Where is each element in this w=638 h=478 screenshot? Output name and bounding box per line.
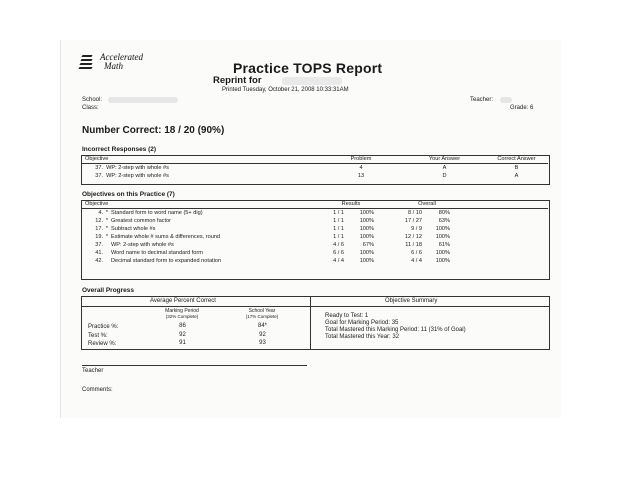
teacher-label: Teacher: xyxy=(470,97,494,103)
col-results: Results xyxy=(313,200,389,209)
objective-number: 12. xyxy=(95,218,103,224)
printed-date: Printed Tuesday, October 21, 2008 10:33:31AM xyxy=(222,87,349,93)
school-year-label: School Year xyxy=(248,308,276,314)
marking-values xyxy=(170,322,195,348)
results-percent: 100% xyxy=(359,234,374,240)
overall-count: 17 / 27 xyxy=(404,218,422,224)
objective-number: 4. xyxy=(98,210,103,216)
your-answer-cell: D xyxy=(442,173,447,179)
objectives-body xyxy=(82,209,548,266)
problem-cell: 13 xyxy=(357,173,365,179)
avg-percent-heading: Average Percent Correct xyxy=(150,298,216,304)
redacted-student-name xyxy=(282,77,342,85)
results-count: 4 / 6 xyxy=(333,242,344,248)
results-count: 1 / 1 xyxy=(333,234,344,240)
school-year-complete: (17% Complete) xyxy=(245,314,279,319)
objective-cell xyxy=(82,164,318,173)
incorrect-heading: Incorrect Responses (2) xyxy=(82,146,157,153)
school-label: School: xyxy=(82,97,103,103)
objective-number: 42. xyxy=(95,258,103,264)
progress-heading: Overall Progress xyxy=(82,287,135,294)
results-percent: 100% xyxy=(359,258,374,264)
overall-cell xyxy=(389,249,465,257)
objective-cell xyxy=(82,241,313,249)
objective-cell xyxy=(82,225,313,233)
table-row xyxy=(82,172,548,180)
practiced-mark: * xyxy=(105,210,109,216)
practiced-mark: * xyxy=(105,226,109,232)
objectives-heading: Objectives on this Practice (7) xyxy=(82,191,175,198)
practice-marking: 86 xyxy=(179,323,186,329)
grade-label: Grade: 6 xyxy=(510,105,534,111)
teacher-signature-line xyxy=(82,365,307,366)
overall-cell xyxy=(389,217,465,225)
results-count: 4 / 4 xyxy=(333,258,344,264)
your-answer-cell: A xyxy=(442,165,447,171)
results-cell xyxy=(313,241,389,249)
test-marking: 92 xyxy=(179,331,186,338)
objective-name: Word name to decimal standard form xyxy=(111,250,203,256)
objective-name: WP: 2-step with whole #s xyxy=(111,242,174,248)
overall-count: 12 / 12 xyxy=(404,234,422,240)
objective-name: Subtract whole #s xyxy=(111,226,156,232)
objectives-header-row xyxy=(82,200,548,209)
objective-cell xyxy=(82,249,313,257)
objective-cell xyxy=(82,257,313,265)
review-year: 93 xyxy=(259,340,266,346)
overall-percent: 100% xyxy=(435,234,450,240)
results-percent: 67% xyxy=(362,242,374,248)
correct-answer-cell: B xyxy=(514,165,519,171)
results-count: 1 / 1 xyxy=(333,210,344,216)
objective-cell xyxy=(82,217,313,225)
redacted-teacher xyxy=(500,97,512,103)
report-title: Practice TOPS Report xyxy=(233,60,383,76)
objective-name: Decimal standard form to expanded notation xyxy=(111,258,222,264)
reprint-label: Reprint for xyxy=(213,75,262,86)
summary-line: Total Mastered this Marking Period: 11 (31% of Goal) xyxy=(325,327,466,333)
table-row xyxy=(82,164,548,173)
logo-text xyxy=(100,53,143,71)
results-percent: 100% xyxy=(359,218,374,224)
marking-period-heading xyxy=(160,308,204,319)
summary-line: Ready to Test: 1 xyxy=(325,313,369,319)
number-correct: Number Correct: 18 / 20 (90%) xyxy=(82,125,225,136)
progress-header-divider xyxy=(82,306,549,307)
overall-percent: 100% xyxy=(435,226,450,232)
table-row xyxy=(82,233,548,241)
test-label: Test %: xyxy=(88,332,108,339)
comments-label: Comments: xyxy=(82,387,113,393)
col-objective: Objective xyxy=(82,200,313,209)
review-marking: 91 xyxy=(179,340,186,346)
redacted-school xyxy=(108,97,178,103)
test-year: 92 xyxy=(259,331,266,338)
col-correct-answer: Correct Answer xyxy=(485,155,548,164)
marking-period-label: Marking Period xyxy=(165,308,199,314)
summary-line: Goal for Marking Period: 35 xyxy=(325,320,399,326)
progress-row-labels xyxy=(88,323,118,349)
correct-answer-cell: A xyxy=(514,173,519,179)
table-row xyxy=(82,241,548,249)
table-row xyxy=(82,225,548,233)
col-overall: Overall xyxy=(389,200,465,209)
overall-count: 4 / 4 xyxy=(411,258,422,264)
overall-count: 8 / 10 xyxy=(408,210,422,216)
objective-name: WP: 2-step with whole #s xyxy=(106,165,169,171)
objective-cell xyxy=(82,172,318,180)
col-objective: Objective xyxy=(82,155,318,164)
objective-number: 37. xyxy=(95,165,103,171)
col-your-answer: Your Answer xyxy=(404,155,485,164)
results-count: 1 / 1 xyxy=(333,226,344,232)
results-count: 1 / 1 xyxy=(333,218,344,224)
objective-number: 41. xyxy=(95,250,103,256)
objectives-table xyxy=(82,200,548,265)
table-row xyxy=(82,209,548,218)
teacher-footer-label: Teacher xyxy=(82,368,104,374)
overall-cell xyxy=(389,225,465,233)
objective-summary xyxy=(325,313,466,341)
objective-name: Greatest common factor xyxy=(111,218,171,224)
progress-frame xyxy=(81,296,550,350)
logo-line-1: Accelerated xyxy=(100,52,143,62)
results-percent: 100% xyxy=(359,226,374,232)
overall-cell xyxy=(389,233,465,241)
overall-count: 6 / 6 xyxy=(411,250,422,256)
objective-number: 19. xyxy=(95,234,103,240)
objective-number: 37. xyxy=(95,173,103,179)
results-count: 6 / 6 xyxy=(333,250,344,256)
progress-column-divider xyxy=(310,297,311,349)
overall-cell xyxy=(389,257,465,265)
practice-label: Practice %: xyxy=(88,324,119,330)
overall-count: 11 / 18 xyxy=(405,242,422,248)
objective-cell xyxy=(82,233,313,241)
overall-percent: 100% xyxy=(435,258,450,264)
year-values xyxy=(250,322,275,348)
summary-line: Total Mastered this Year: 32 xyxy=(325,334,400,340)
objective-name: Standard form to word name (5+ dig) xyxy=(111,210,203,216)
objective-name: WP: 2-step with whole #s xyxy=(106,173,169,179)
results-cell xyxy=(313,225,389,233)
logo-stripes-icon xyxy=(80,55,98,69)
practice-year: 84* xyxy=(257,323,267,329)
problem-cell: 4 xyxy=(359,165,363,171)
results-percent: 100% xyxy=(359,210,374,216)
overall-percent: 80% xyxy=(438,210,450,216)
results-cell xyxy=(313,249,389,257)
incorrect-table xyxy=(82,155,548,180)
overall-percent: 63% xyxy=(438,218,450,224)
col-problem: Problem xyxy=(318,155,404,164)
table-row xyxy=(82,257,548,265)
practiced-mark: * xyxy=(105,234,109,240)
class-label: Class: xyxy=(82,105,99,111)
overall-count: 9 / 9 xyxy=(411,226,422,232)
objective-cell xyxy=(82,209,313,218)
results-cell xyxy=(313,233,389,241)
marking-period-complete: (32% Complete) xyxy=(165,314,199,319)
objective-number: 37. xyxy=(95,242,103,248)
overall-cell xyxy=(389,241,465,249)
review-label: Review %: xyxy=(88,341,117,347)
logo-line-2: Math xyxy=(104,61,123,71)
table-row xyxy=(82,217,548,225)
table-row xyxy=(82,249,548,257)
accelerated-math-logo xyxy=(80,53,160,75)
objective-summary-heading: Objective Summary xyxy=(385,298,438,304)
school-year-heading xyxy=(240,308,284,319)
incorrect-header-row xyxy=(82,155,548,164)
results-cell xyxy=(313,209,389,218)
overall-percent: 61% xyxy=(438,242,450,248)
overall-percent: 100% xyxy=(435,250,450,256)
objective-number: 17. xyxy=(95,226,103,232)
practiced-mark: * xyxy=(105,218,109,224)
results-percent: 100% xyxy=(359,250,374,256)
results-cell xyxy=(313,217,389,225)
results-cell xyxy=(313,257,389,265)
overall-cell xyxy=(389,209,465,218)
objective-name: Estimate whole # sums & differences, round xyxy=(111,234,221,240)
